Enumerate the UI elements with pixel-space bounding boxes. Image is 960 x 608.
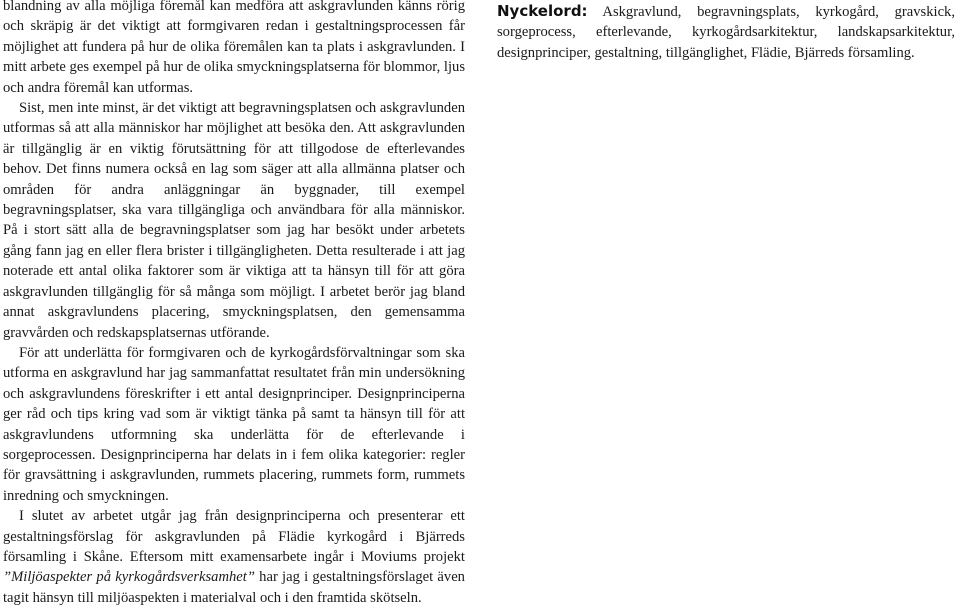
proposal-text-end: har jag i gestaltningsförslaget även tagit hänsyn till miljöaspekten i materialval och i den framtida skötseln. bbox=[3, 569, 465, 606]
paragraph-design-principles: För att underlätta för formgivaren och de kyrkogårdsförvaltningar som ska utforma en askgravlund har jag sammanfattat resultatet från min undersökning och askgravlundens föreskrifter i ett antal designprinciper. Designprinciperna ger råd och tips kring vad som är viktigt tänka på samt ta hänsyn till för att askgravlundens utformning ska underlätta för de efterlevande i sorgeprocessen. Designprinciperna har delats in i fem olika kategorier: regler för gravsättning i askgravlunden, rummets placering, rummets form, rummets inredning och smyckningen. bbox=[3, 344, 465, 504]
keywords-list: Askgravlund, begravningsplats, kyrkogård, gravskick, sorgeprocess, efterlevande, kyrkogårdsarkitektur, landskapsarkitektur, designprinciper, gestaltning, tillgänglighet, Flädie, Bjärreds församling. bbox=[497, 4, 955, 61]
keywords-label: Nyckelord: bbox=[497, 2, 588, 20]
project-title: ”Miljöaspekter på kyrkogårdsverksamhet” bbox=[3, 569, 255, 586]
paragraph-objects: blandning av alla möjliga föremål kan medföra att askgravlunden känns rörig och skräpig är det viktigt att formgivaren redan i gestaltningsprocessen får möjlighet att fundera på hur de olika föremålen kan ta plats i askgravlunden. I mitt arbete ges exempel på hur de olika smyckningsplatserna för blommor, ljus och andra föremål kan utformas. bbox=[3, 0, 465, 96]
keywords-block bbox=[497, 1, 955, 63]
proposal-text-start: I slutet av arbetet utgår jag från designprinciperna och presenterar ett gestaltningsförslag för askgravlunden på Flädie kyrkogård i Bjärreds församling i Skåne. Eftersom mitt examensarbete ingår i Moviums projekt bbox=[3, 508, 465, 565]
body-text-column bbox=[3, 0, 465, 608]
paragraph-accessibility: Sist, men inte minst, är det viktigt att begravningsplatsen och askgravlunden utformas så att alla människor har möjlighet att besöka den. Att askgravlunden är tillgänglig är en viktig förutsättning för att tillgodose de efterlevandes behov. Det finns numera också en lag som säger att alla allmänna platser och områden för andra anläggningar än byggnader, till exempel begravningsplatser, ska vara tillgängliga och användbara för alla människor. På i stort sätt alla de begravningsplatser som jag har besökt under arbetets gång fann jag en eller flera brister i tillgängligheten. Detta resulterade i att jag noterade ett antal olika faktorer som är viktiga att ta hänsyn till för att göra askgravlunden tillgänglig för så många som möjligt. I arbetet berör jag bland annat askgravlundens placering, smyckningsplatsen, den gemensamma gravvården och redskapsplatsernas utförande. bbox=[3, 100, 465, 341]
paragraph-proposal bbox=[3, 506, 465, 608]
